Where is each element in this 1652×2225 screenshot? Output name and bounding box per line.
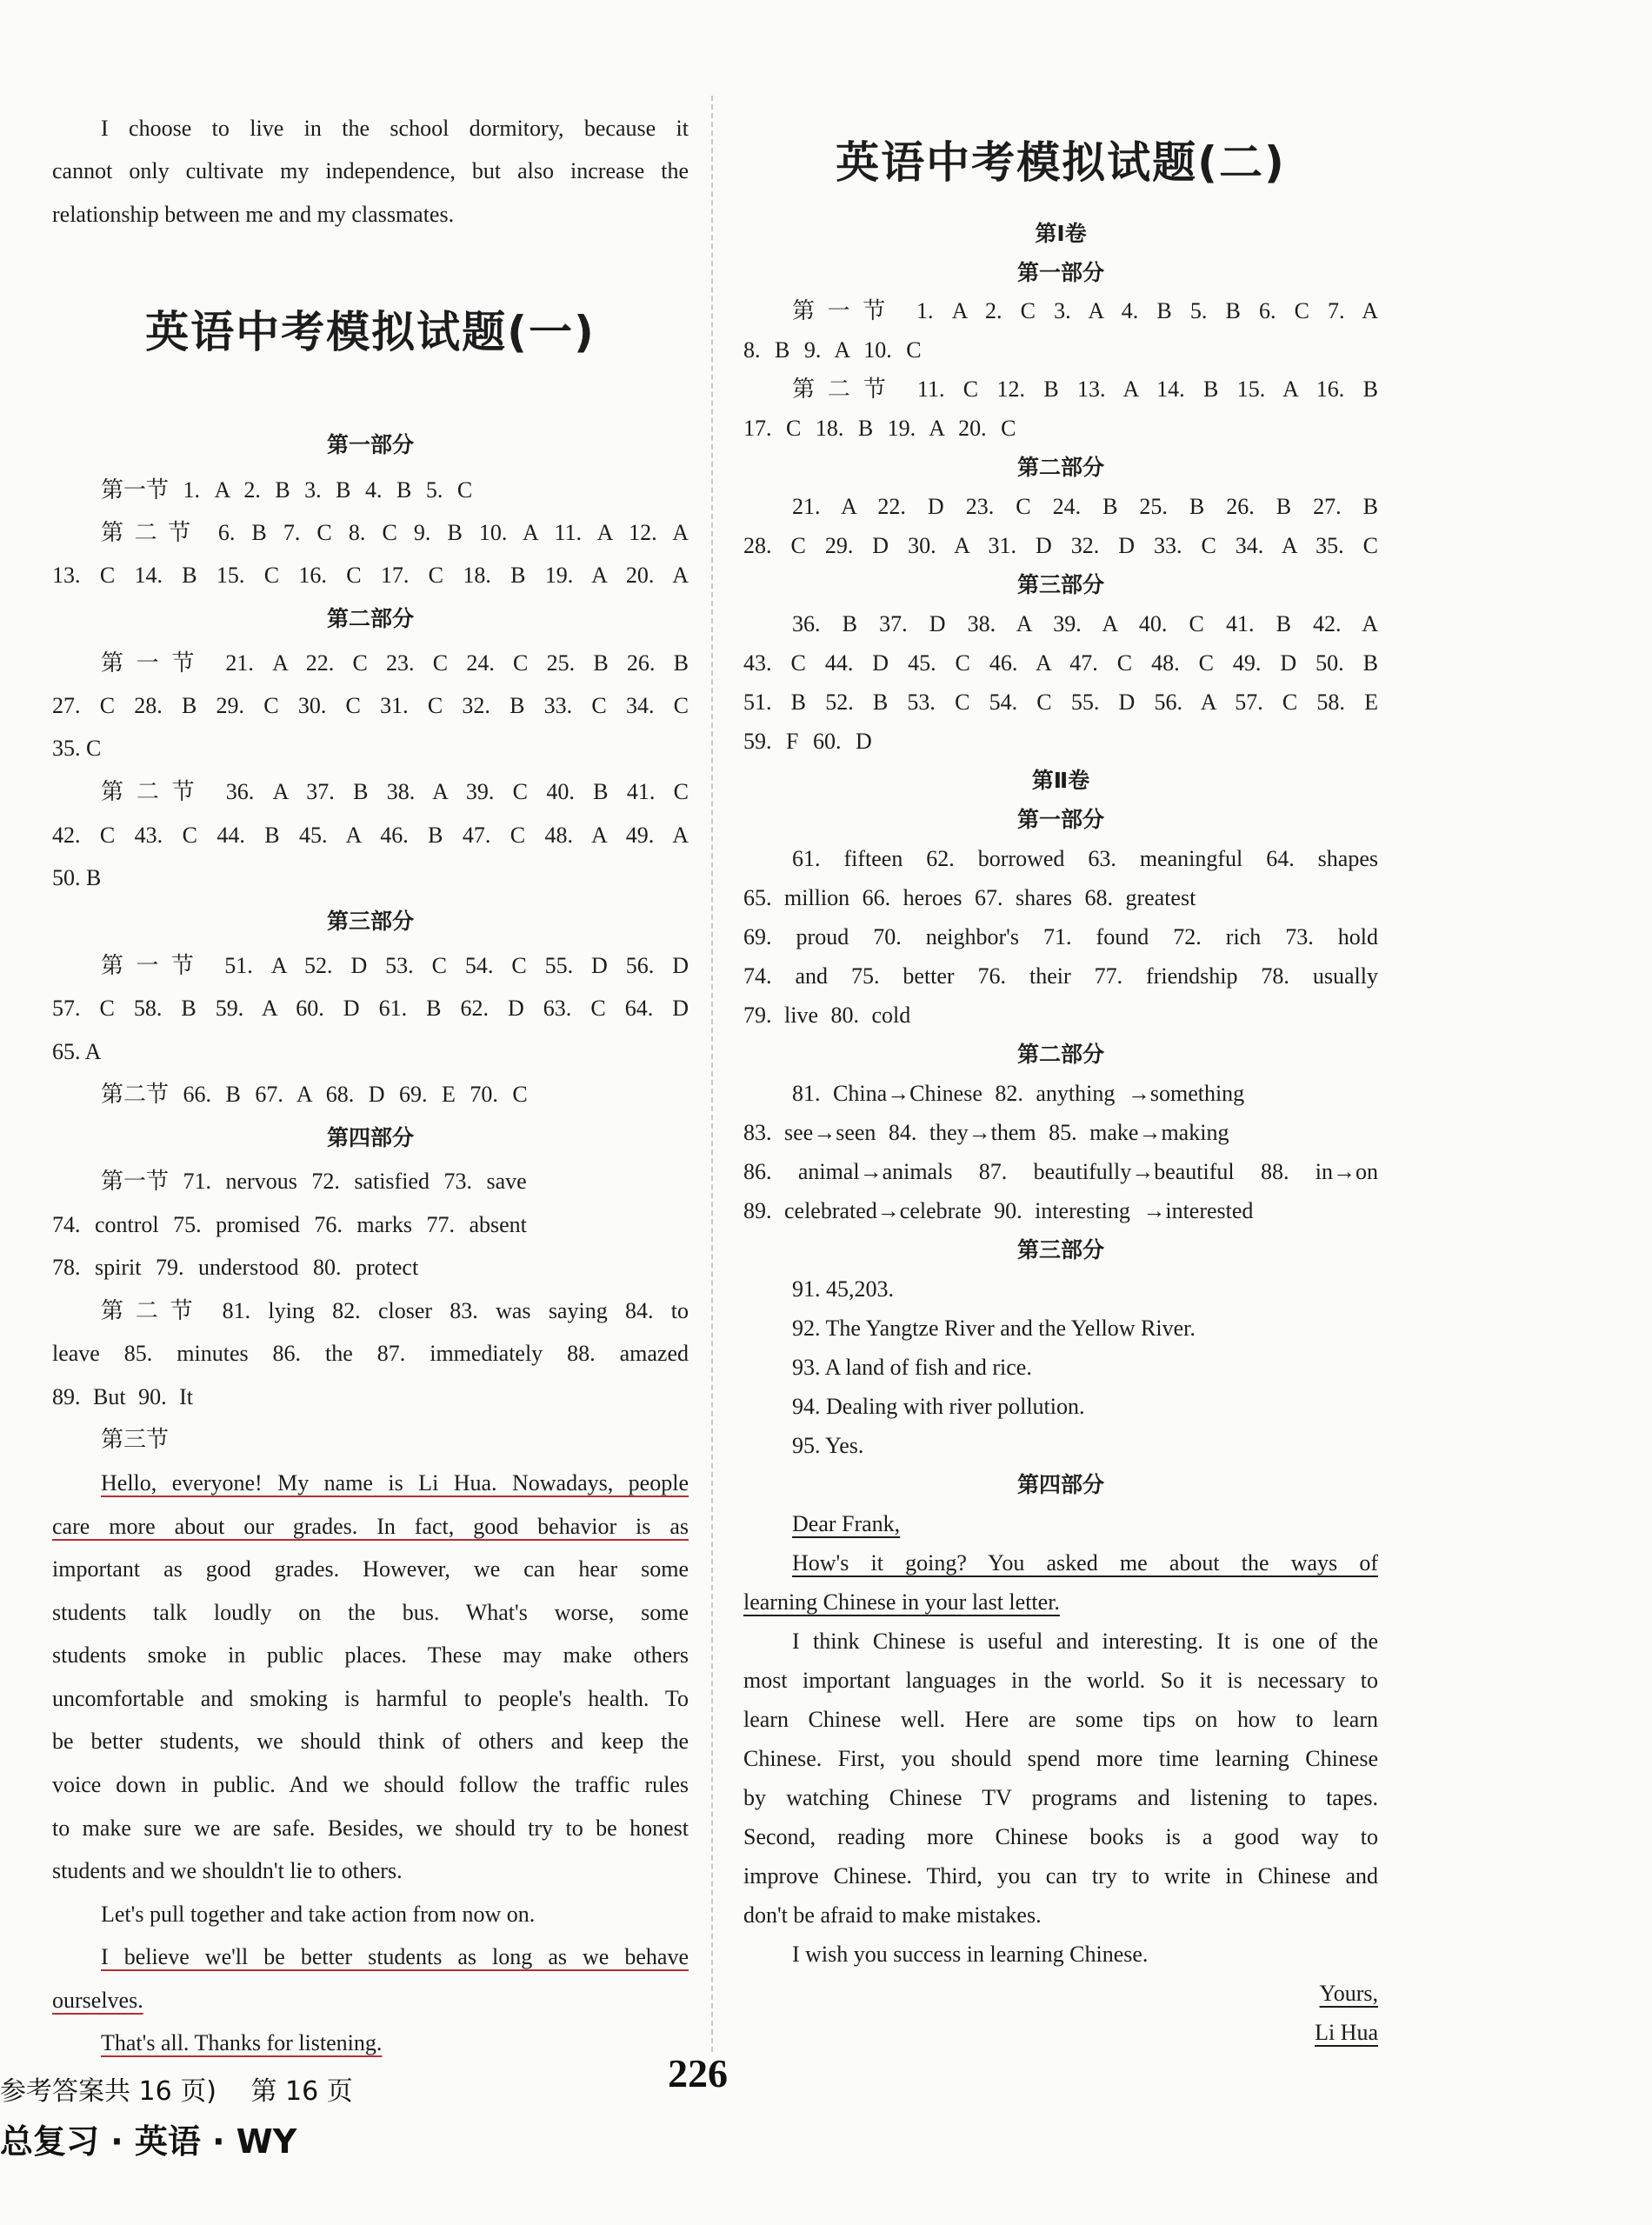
- answer-row: 69. proud 70. neighbor's 71. found 72. rich 73. hold: [743, 924, 1378, 949]
- essay-line: students talk loudly on the bus. What's worse, some: [52, 1600, 689, 1625]
- section-heading: 第四部分: [1016, 1472, 1104, 1497]
- answer-row: 第一节 1. A 2. C 3. A 4. B 5. B 6. C 7. A: [792, 298, 1378, 323]
- answer-row: 61. fifteen 62. borrowed 63. meaningful 64. shapes: [792, 846, 1378, 871]
- essay-line: uncomfortable and smoking is harmful to people's health. To: [52, 1686, 689, 1711]
- letter-line: learning Chinese in your last letter.: [743, 1589, 1060, 1615]
- answer-row: 43. C 44. D 45. C 46. A 47. C 48. C 49. D 50. B: [743, 650, 1378, 676]
- answer-row: 第一节 21. A 22. C 23. C 24. C 25. B 26. B: [101, 650, 689, 676]
- answer-row: 28. C 29. D 30. A 31. D 32. D 33. C 34. A 35. C: [743, 533, 1378, 558]
- volume-heading: 第Ⅱ卷: [1031, 768, 1090, 793]
- essay-line: care more about our grades. In fact, good behavior is as: [52, 1514, 689, 1539]
- answer-row: 27. C 28. B 29. C 30. C 31. C 32. B 33. C 34. C: [52, 693, 689, 718]
- answer-row: 第一节 71. nervous 72. satisfied 73. save: [101, 1169, 527, 1194]
- book-title: 总复习 · 英语 · WY: [0, 2122, 297, 2161]
- essay-line: ourselves.: [52, 1988, 143, 2013]
- essay-line: I believe we'll be better students as long as we behave: [101, 1944, 689, 1969]
- volume-heading: 第Ⅰ卷: [1035, 221, 1087, 246]
- answer-row: 13. C 14. B 15. C 16. C 17. C 18. B 19. A 20. A: [52, 563, 689, 588]
- answer-row: 第一节 51. A 52. D 53. C 54. C 55. D 56. D: [101, 953, 689, 978]
- essay-line: students smoke in public places. These may make others: [52, 1642, 689, 1668]
- essay-line: be better students, we should think of others and keep the: [52, 1729, 689, 1754]
- answer-row: 86. animal→animals 87. beautifully→beautiful 88. in→on: [743, 1159, 1378, 1184]
- essay-line: students and we shouldn't lie to others.: [52, 1858, 403, 1883]
- answer-row: 89. celebrated→celebrate 90. interesting →interested: [743, 1198, 1254, 1223]
- answer-row: 21. A 22. D 23. C 24. B 25. B 26. B 27. B: [792, 494, 1378, 519]
- answer-row: 36. B 37. D 38. A 39. A 40. C 41. B 42. A: [792, 611, 1378, 636]
- answer-row: 59. F 60. D: [743, 729, 872, 754]
- letter-line: I think Chinese is useful and interesting. It is one of the: [792, 1629, 1378, 1654]
- answer-row: 79. live 80. cold: [743, 1003, 911, 1028]
- page-number: 226: [668, 2051, 728, 2095]
- letter-line: don't be afraid to make mistakes.: [743, 1902, 1042, 1928]
- footer-page-count: [0, 2069, 353, 2108]
- section-heading: 第二部分: [1016, 455, 1104, 480]
- letter-line: learn Chinese well. Here are some tips on how to learn: [743, 1707, 1378, 1732]
- answer-row: 42. C 43. C 44. B 45. A 46. B 47. C 48. A 49. A: [52, 823, 689, 848]
- subsection-label: 第三节: [101, 1427, 170, 1452]
- section-heading: 第三部分: [1016, 1237, 1104, 1262]
- answer-row: 78. spirit 79. understood 80. protect: [52, 1255, 419, 1280]
- section-heading: 第二部分: [1016, 1042, 1104, 1067]
- answer-row: 50. B: [52, 865, 102, 890]
- page-label: 第 16 页: [250, 2076, 353, 2107]
- test-one-title: 英语中考模拟试题(一): [145, 307, 596, 357]
- section-heading: 第一部分: [1016, 260, 1104, 285]
- answer-row: 93. A land of fish and rice.: [792, 1355, 1032, 1380]
- letter-line: I wish you success in learning Chinese.: [792, 1942, 1149, 1967]
- answer-row: 第二节 11. C 12. B 13. A 14. B 15. A 16. B: [792, 376, 1378, 402]
- answer-row: 74. and 75. better 76. their 77. friendship 78. usually: [743, 963, 1378, 989]
- essay-line: Hello, everyone! My name is Li Hua. Nowadays, people: [101, 1470, 689, 1496]
- answer-row: 第二节 6. B 7. C 8. C 9. B 10. A 11. A 12. A: [101, 520, 689, 545]
- section-heading: 第三部分: [1016, 572, 1104, 597]
- essay-line: to make sure we are safe. Besides, we should try to be honest: [52, 1815, 689, 1841]
- answer-row: 65. million 66. heroes 67. shares 68. greatest: [743, 885, 1196, 910]
- answer-row: 74. control 75. promised 76. marks 77. absent: [52, 1212, 527, 1237]
- letter-line: improve Chinese. Third, you can try to write in Chinese and: [743, 1863, 1378, 1889]
- section-heading: 第四部分: [326, 1125, 414, 1150]
- letter-line: Second, reading more Chinese books is a good way to: [743, 1824, 1378, 1849]
- essay-line: important as good grades. However, we can hear some: [52, 1556, 689, 1582]
- answer-row: 92. The Yangtze River and the Yellow River.: [792, 1316, 1196, 1341]
- letter-line: by watching Chinese TV programs and listening to tapes.: [743, 1785, 1378, 1810]
- answer-row: 第二节 81. lying 82. closer 83. was saying 84. to: [101, 1298, 689, 1323]
- answer-row: 第二节 36. A 37. B 38. A 39. C 40. B 41. C: [101, 779, 689, 804]
- section-heading: 第三部分: [326, 909, 414, 934]
- section-heading: 第一部分: [1016, 807, 1104, 832]
- answer-row: 57. C 58. B 59. A 60. D 61. B 62. D 63. C 64. D: [52, 996, 689, 1021]
- answer-row: leave 85. minutes 86. the 87. immediately 88. amazed: [52, 1341, 689, 1366]
- answer-row: 51. B 52. B 53. C 54. C 55. D 56. A 57. C 58. E: [743, 689, 1378, 715]
- essay-line: voice down in public. And we should follow the traffic rules: [52, 1772, 689, 1797]
- test-two-title: 英语中考模拟试题(二): [836, 137, 1286, 188]
- letter-line: How's it going? You asked me about the ways of: [792, 1550, 1378, 1575]
- answer-row: 17. C 18. B 19. A 20. C: [743, 416, 1016, 441]
- column-divider: [711, 96, 713, 2052]
- answer-row: 94. Dealing with river pollution.: [792, 1394, 1085, 1419]
- letter-closing: Yours,: [1319, 1981, 1378, 2006]
- answer-row: 35. C: [52, 736, 102, 761]
- answer-row: 89. But 90. It: [52, 1384, 193, 1409]
- section-heading: 第二部分: [326, 606, 414, 631]
- section-heading: 第一部分: [326, 432, 414, 457]
- intro-line: cannot only cultivate my independence, but also increase the: [52, 158, 689, 183]
- answer-row: 91. 45,203.: [792, 1276, 894, 1302]
- intro-line: I choose to live in the school dormitory, because it: [101, 116, 689, 141]
- answer-row: 第一节 1. A 2. B 3. B 4. B 5. C: [101, 477, 473, 503]
- intro-line: relationship between me and my classmates.: [52, 202, 455, 227]
- answer-row: 第二节 66. B 67. A 68. D 69. E 70. C: [101, 1082, 528, 1107]
- letter-signature: Li Hua: [1315, 2020, 1378, 2045]
- letter-line: Chinese. First, you should spend more time learning Chinese: [743, 1746, 1378, 1771]
- answer-row: 81. China→Chinese 82. anything →something: [792, 1081, 1245, 1106]
- answer-row: 95. Yes.: [792, 1433, 864, 1458]
- answer-row: 8. B 9. A 10. C: [743, 337, 922, 363]
- answer-row: 83. see→seen 84. they→them 85. make→making: [743, 1120, 1229, 1145]
- answer-row: 65. A: [52, 1039, 102, 1064]
- letter-line: Dear Frank,: [792, 1511, 901, 1536]
- essay-line: Let's pull together and take action from now on.: [101, 1902, 536, 1927]
- essay-line: That's all. Thanks for listening.: [101, 2030, 383, 2055]
- letter-line: most important languages in the world. So it is necessary to: [743, 1668, 1378, 1693]
- total-pages: 参考答案共 16 页): [0, 2076, 216, 2107]
